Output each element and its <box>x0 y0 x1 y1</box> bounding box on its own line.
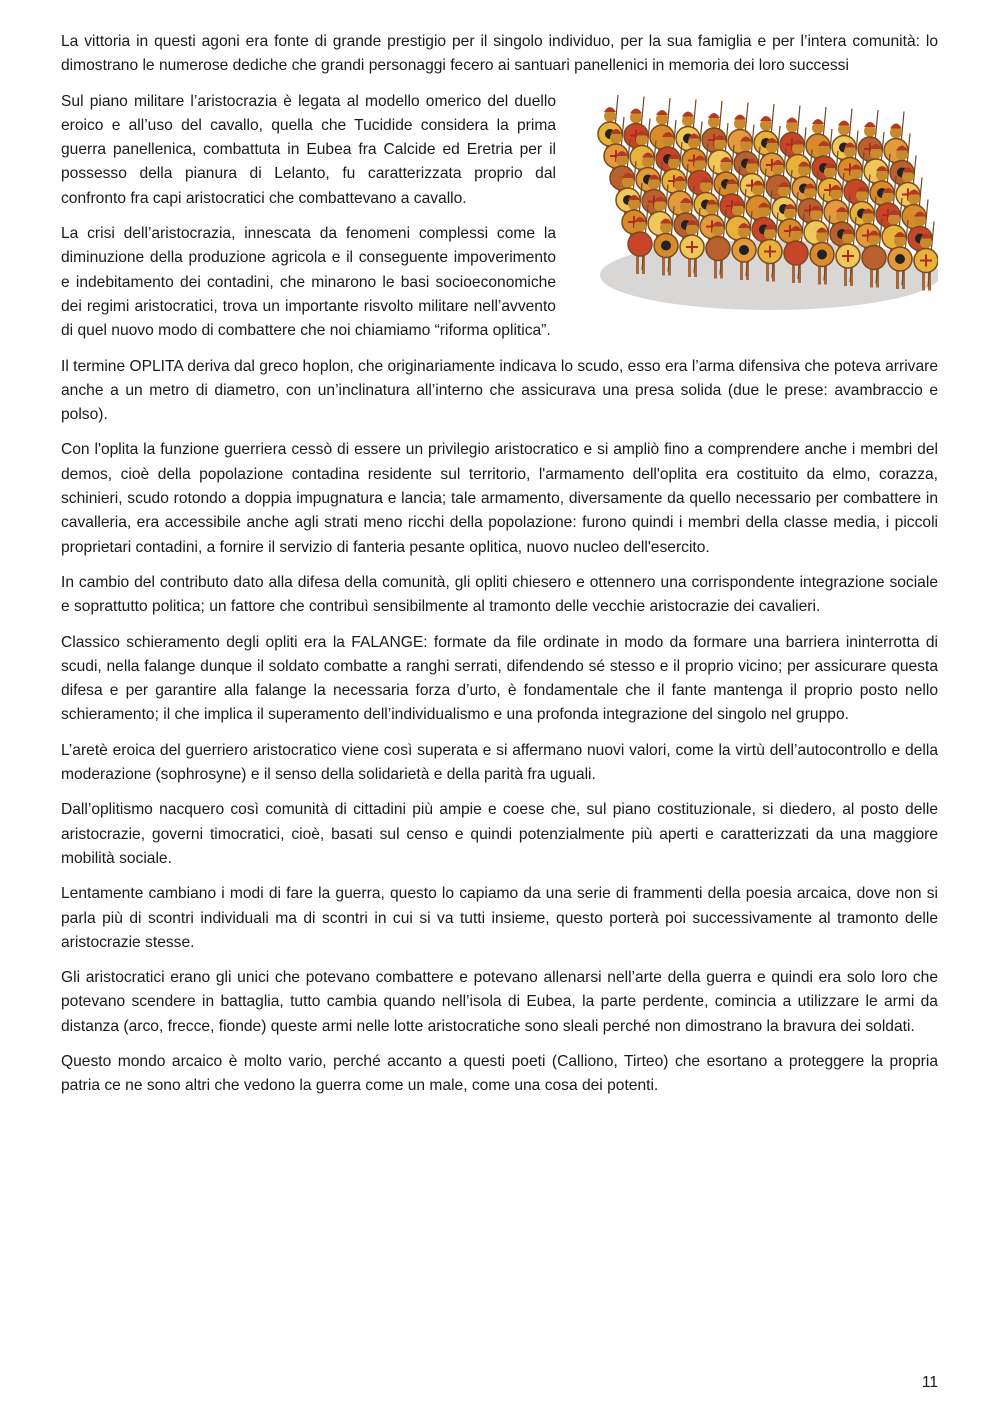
phalanx-illustration <box>570 90 938 326</box>
paragraph-arete: L’aretè eroica del guerriero aristocratico viene così superata e si affermano nuovi valori, come la virtù dell’autocontrollo e della moderazione (sophrosyne) e il senso della solidarietà e della parità fra uguali. <box>61 741 938 784</box>
helmet-crest <box>734 114 746 119</box>
helmet-crest <box>864 122 876 127</box>
phalanx-image <box>570 90 938 326</box>
paragraph-guerra: Lentamente cambiano i modi di fare la guerra, questo lo capiamo da una serie di frammenti della poesia arcaica, dove non si parla più di scontri individuali ma di scontri in cui si va tutti insieme, questo porterà poi successivamente al tramonto delle aristocrazie stesse. <box>61 885 938 951</box>
shield <box>862 245 886 269</box>
helmet-crest <box>708 113 720 118</box>
shield-emblem <box>661 240 671 250</box>
shield <box>706 236 730 260</box>
shield-emblem <box>817 249 827 259</box>
helmet-crest <box>630 108 642 113</box>
helmet-crest <box>682 111 694 116</box>
page-number: 11 <box>921 1374 938 1391</box>
shield <box>628 232 652 256</box>
shield <box>784 241 808 265</box>
paragraph-funzione-guerriera: Con l'oplita la funzione guerriera cessò di essere un privilegio aristocratico e si ampliò fino a comprendere anche i membri del demos, cioè della popolazione contadina residente sul territorio, l'armamento dell'oplita era costituito da elmo, corazza, schinieri, scudo rotondo a doppia impugnatura e lancia; tale armamento, diversamente da quello necessario per combattere in cavalleria, era accessibile anche agli strati meno ricchi della popolazione: furono quindi i membri della classe media, i piccoli proprietari contadini, a fornire il servizio di fanteria pesante oplitica, nuovo nucleo dell'esercito. <box>61 441 938 556</box>
paragraph-crisi: La crisi dell’aristocrazia, innescata da fenomeni complessi come la diminuzione della produzione agricola e il conseguente impoverimento e indebitamento dei contadini, che minarono le basi socioeconomiche dei regimi aristocratici, trova un importante risvolto militare nell’avvento di quel nuovo modo di combattere che noi chiamiamo “riforma oplitica”. <box>61 225 556 340</box>
helmet-crest <box>656 110 668 115</box>
paragraph-oplitismo: Dall’oplitismo nacquero così comunità di cittadini più ampie e coese che, sul piano costituzionale, si diedero, al posto delle aristocrazie, governi timocratici, cioè, basati sul censo e quindi potenzialmente più aperti e caratterizzati da una maggiore mobilità sociale. <box>61 801 938 867</box>
helmet-crest <box>838 120 850 125</box>
paragraph-aristocratici: Gli aristocratici erano gli unici che potevano combattere e potevano allenarsi nell’arte della guerra e quindi era solo loro che potevano scendere in battaglia, tutto cambia quando nell’isola di Eubea, la parte perdente, comincia a utilizzare le armi da distanza (arco, frecce, fionde) queste armi nelle lotte aristocratiche sono sleali perché non dimostrano la bravura dei soldati. <box>61 969 938 1035</box>
helmet-crest <box>786 117 798 122</box>
helmet-crest <box>760 116 772 121</box>
paragraph-agoni: La vittoria in questi agoni era fonte di grande prestigio per il singolo individuo, per la sua famiglia e per l’intera comunità: lo dimostrano le numerose dediche che grandi personaggi fecero ai santuari panellenici in memoria dei loro successi <box>61 33 938 75</box>
helmet-crest <box>604 107 616 112</box>
paragraph-mondo-arcaico: Questo mondo arcaico è molto vario, perché accanto a questi poeti (Calliono, Tirteo) che esortano a proteggere la propria patria ce ne sono altri che vedono la guerra come un male, come una cosa dei potenti. <box>61 1052 938 1095</box>
helmet-crest <box>812 119 824 124</box>
shield-emblem <box>895 254 905 264</box>
paragraph-oplita: Il termine OPLITA deriva dal greco hoplon, che originariamente indicava lo scudo, esso era l’arma difensiva che poteva arrivare anche a un metro di diametro, con un’inclinatura all’interno che assicurava una presa solida (due le prese: avambraccio e polso). <box>61 357 938 424</box>
shield-emblem <box>739 245 749 255</box>
document-page <box>61 30 938 1110</box>
paragraph-militare: Sul piano militare l’aristocrazia è legata al modello omerico del duello eroico e all’uso del cavallo, quella che Tucidide considera la prima guerra panellenica, combattuta in Eubea fra Calcide ed Eretria per il possesso della pianura di Lelanto, fu caratterizzata proprio dal confronto fra capi aristocratici che combattevano a cavallo. <box>61 92 556 207</box>
paragraph-falange: Classico schieramento degli opliti era la FALANGE: formate da file ordinate in modo da formare una barriera ininterrotta di scudi, nella falange dunque il soldato combatte a ranghi serrati, difendendo sé stesso e il proprio vicino; per assicurare questa difesa e per garantire alla falange la necessaria forza d’urto, è fondamentale che il fante mantenga il proprio posto nello schieramento; il che implica il superamento dell’individualismo e una profonda integrazione del singolo nel gruppo. <box>61 633 938 724</box>
helmet-crest <box>890 123 902 128</box>
paragraph-contributo: In cambio del contributo dato alla difesa della comunità, gli opliti chiesero e ottennero una corrispondente integrazione sociale e soprattutto politica; un fattore che contribuì sensibilmente al tramonto delle vecchie aristocrazie dei cavalieri. <box>61 573 938 616</box>
